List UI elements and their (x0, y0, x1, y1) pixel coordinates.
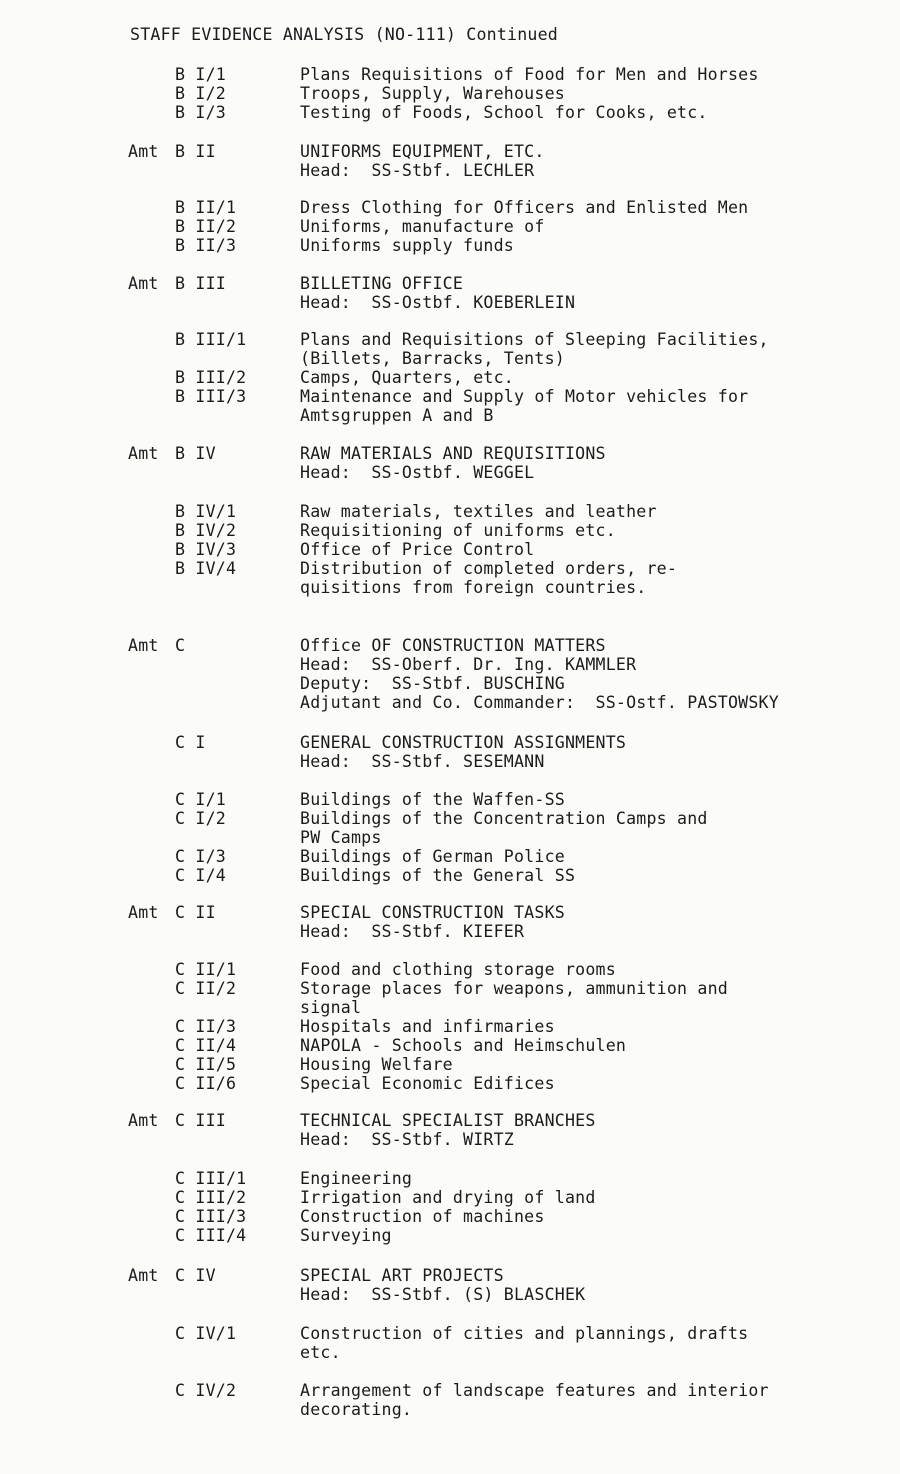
entry-description (300, 1381, 890, 1419)
description-line: decorating. (300, 1400, 413, 1419)
description-line: Amtsgruppen A and B (300, 406, 494, 425)
description-line: Food and clothing storage rooms (300, 960, 616, 979)
description-line: Head: SS-Stbf. (S) BLASCHEK (300, 1285, 586, 1304)
description-line: Head: SS-Stbf. LECHLER (300, 161, 535, 180)
entry-description (300, 733, 890, 771)
description-line: Requisitioning of uniforms etc. (300, 521, 616, 540)
description-line: Hospitals and infirmaries (300, 1017, 555, 1036)
entry-code: C II (175, 903, 216, 922)
entry-code: C III/2 (175, 1188, 247, 1207)
entry-description (300, 866, 890, 885)
entry-code: C II/3 (175, 1017, 237, 1036)
description-line: NAPOLA - Schools and Heimschulen (300, 1036, 627, 1055)
description-line: Office OF CONSTRUCTION MATTERS (300, 636, 606, 655)
entry-code: C III/1 (175, 1169, 247, 1188)
entry-description (300, 790, 890, 809)
description-line: Engineering (300, 1169, 413, 1188)
entry-description (300, 1036, 890, 1055)
description-line: SPECIAL CONSTRUCTION TASKS (300, 903, 565, 922)
entry-description (300, 809, 890, 847)
entry-description (300, 217, 890, 236)
entry-description (300, 960, 890, 979)
description-line: Construction of cities and plannings, drafts (300, 1324, 749, 1343)
entry-description (300, 1055, 890, 1074)
entry-code: B IV/1 (175, 502, 237, 521)
description-line: Head: SS-Stbf. SESEMANN (300, 752, 545, 771)
entry-code: C I/3 (175, 847, 226, 866)
description-line: Adjutant and Co. Commander: SS-Ostf. PASTOWSKY (300, 693, 779, 712)
description-line: Testing of Foods, School for Cooks, etc. (300, 103, 708, 122)
entry-code: B II/2 (175, 217, 237, 236)
entry-code: B III/3 (175, 387, 247, 406)
description-line: Storage places for weapons, ammunition and (300, 979, 728, 998)
entry-code: C IV (175, 1266, 216, 1285)
entry-code: C IV/1 (175, 1324, 237, 1343)
entry-description (300, 903, 890, 941)
entry-code: C II/6 (175, 1074, 237, 1093)
entry-code: C III/3 (175, 1207, 247, 1226)
entry-code: C I/1 (175, 790, 226, 809)
description-line: GENERAL CONSTRUCTION ASSIGNMENTS (300, 733, 627, 752)
entry-description (300, 1111, 890, 1149)
description-line: Maintenance and Supply of Motor vehicles for (300, 387, 749, 406)
amt-label: Amt (128, 1111, 159, 1130)
description-line: Head: SS-Stbf. WIRTZ (300, 1130, 514, 1149)
description-line: Deputy: SS-Stbf. BUSCHING (300, 674, 565, 693)
entry-description (300, 1074, 890, 1093)
entry-description (300, 1266, 890, 1304)
entry-code: C III (175, 1111, 226, 1130)
description-line: Housing Welfare (300, 1055, 453, 1074)
description-line: (Billets, Barracks, Tents) (300, 349, 565, 368)
entry-description (300, 979, 890, 1017)
amt-label: Amt (128, 444, 159, 463)
entry-code: B II/3 (175, 236, 237, 255)
description-line: Head: SS-Stbf. KIEFER (300, 922, 525, 941)
description-line: Camps, Quarters, etc. (300, 368, 514, 387)
entry-code: C I (175, 733, 206, 752)
entry-description (300, 636, 890, 712)
amt-label: Amt (128, 903, 159, 922)
amt-label: Amt (128, 142, 159, 161)
entry-description (300, 502, 890, 521)
description-line: RAW MATERIALS AND REQUISITIONS (300, 444, 606, 463)
description-line: Buildings of the General SS (300, 866, 576, 885)
description-line: etc. (300, 1343, 341, 1362)
entry-description (300, 330, 890, 368)
entry-description (300, 198, 890, 217)
entry-code: C (175, 636, 186, 655)
description-line: Troops, Supply, Warehouses (300, 84, 565, 103)
entry-code: B IV/2 (175, 521, 237, 540)
entry-description (300, 84, 890, 103)
entry-code: C II/1 (175, 960, 237, 979)
entry-description (300, 1207, 890, 1226)
description-line: Head: SS-Ostbf. WEGGEL (300, 463, 535, 482)
description-line: Dress Clothing for Officers and Enlisted Men (300, 198, 749, 217)
description-line: Buildings of the Concentration Camps and (300, 809, 708, 828)
amt-label: Amt (128, 1266, 159, 1285)
amt-label: Amt (128, 636, 159, 655)
entry-code: B II (175, 142, 216, 161)
entry-description (300, 1226, 890, 1245)
entry-description (300, 236, 890, 255)
description-line: TECHNICAL SPECIALIST BRANCHES (300, 1111, 596, 1130)
entry-code: B III/1 (175, 330, 247, 349)
description-line: Buildings of German Police (300, 847, 565, 866)
description-line: UNIFORMS EQUIPMENT, ETC. (300, 142, 545, 161)
description-line: Buildings of the Waffen-SS (300, 790, 565, 809)
description-line: Distribution of completed orders, re- (300, 559, 678, 578)
entry-code: B IV (175, 444, 216, 463)
description-line: SPECIAL ART PROJECTS (300, 1266, 504, 1285)
description-line: signal (300, 998, 362, 1017)
description-line: Head: SS-Ostbf. KOEBERLEIN (300, 293, 576, 312)
description-line: Construction of machines (300, 1207, 545, 1226)
entry-code: B III (175, 274, 226, 293)
entry-description (300, 103, 890, 122)
entry-code: C IV/2 (175, 1381, 237, 1400)
entry-description (300, 368, 890, 387)
description-line: Irrigation and drying of land (300, 1188, 596, 1207)
description-line: PW Camps (300, 828, 382, 847)
description-line: Head: SS-Oberf. Dr. Ing. KAMMLER (300, 655, 637, 674)
description-line: quisitions from foreign countries. (300, 578, 647, 597)
description-line: BILLETING OFFICE (300, 274, 464, 293)
entry-code: B I/1 (175, 65, 226, 84)
entry-code: C II/2 (175, 979, 237, 998)
entry-description (300, 387, 890, 425)
description-line: Arrangement of landscape features and interior (300, 1381, 769, 1400)
amt-label: Amt (128, 274, 159, 293)
entry-description (300, 1017, 890, 1036)
entry-code: B I/3 (175, 103, 226, 122)
description-line: Uniforms, manufacture of (300, 217, 545, 236)
entry-code: B I/2 (175, 84, 226, 103)
entry-description (300, 142, 890, 180)
entry-description (300, 559, 890, 597)
entry-description (300, 540, 890, 559)
entry-description (300, 521, 890, 540)
entry-description (300, 1188, 890, 1207)
description-line: Special Economic Edifices (300, 1074, 555, 1093)
entry-description (300, 274, 890, 312)
entry-description (300, 1324, 890, 1362)
entry-description (300, 65, 890, 84)
description-line: Uniforms supply funds (300, 236, 514, 255)
entry-code: B III/2 (175, 368, 247, 387)
entry-code: C II/4 (175, 1036, 237, 1055)
description-line: Office of Price Control (300, 540, 535, 559)
description-line: Plans Requisitions of Food for Men and Horses (300, 65, 759, 84)
entry-code: C I/4 (175, 866, 226, 885)
description-line: Plans and Requisitions of Sleeping Facilities, (300, 330, 769, 349)
entry-code: C II/5 (175, 1055, 237, 1074)
description-line: Surveying (300, 1226, 392, 1245)
entry-code: C III/4 (175, 1226, 247, 1245)
entry-code: B IV/3 (175, 540, 237, 559)
entry-description (300, 444, 890, 482)
document-heading: STAFF EVIDENCE ANALYSIS (NO-111) Continued (130, 25, 558, 44)
entry-code: B IV/4 (175, 559, 237, 578)
entry-description (300, 847, 890, 866)
entry-code: C I/2 (175, 809, 226, 828)
description-line: Raw materials, textiles and leather (300, 502, 657, 521)
entry-description (300, 1169, 890, 1188)
entry-code: B II/1 (175, 198, 237, 217)
